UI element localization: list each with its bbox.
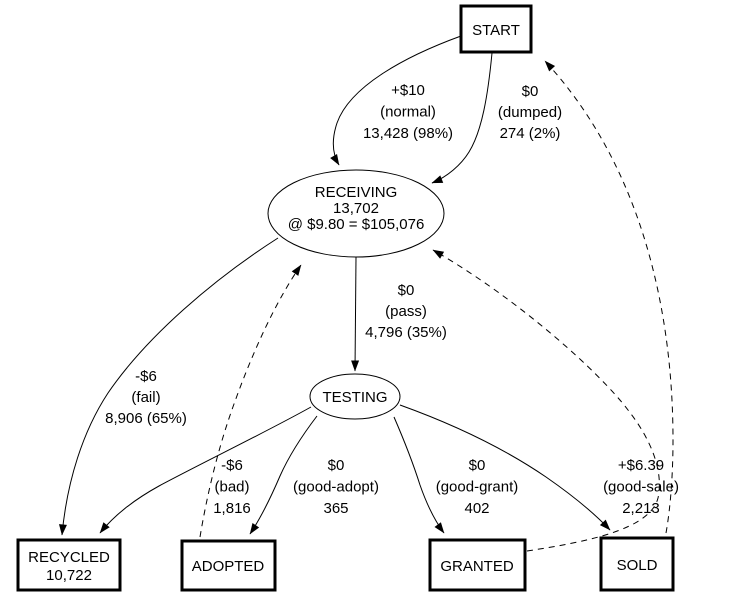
edge-label-bad [213, 457, 251, 517]
edge-label-fail-count: 8,906 (65%) [105, 410, 187, 427]
edge-label-pass [365, 282, 447, 341]
edge-label-bad-amount: -$6 [221, 457, 243, 474]
edge-label-fail-amount: -$6 [135, 368, 157, 385]
sold-label: SOLD [616, 557, 658, 574]
node-recycled [18, 540, 120, 590]
edge-label-fail-tag: (fail) [131, 389, 161, 406]
edge-label-dumped-tag: (dumped) [497, 104, 563, 121]
edge-label-normal-tag: (normal) [380, 103, 436, 121]
node-testing [310, 374, 400, 419]
edge-label-dumped [498, 83, 562, 142]
edge-label-good-grant-count: 402 [464, 500, 490, 517]
receiving-label: RECEIVING [314, 184, 398, 201]
node-granted [430, 540, 525, 590]
edge-label-pass-count: 4,796 (35%) [365, 324, 447, 341]
receiving-value: @ $9.80 = $105,076 [287, 216, 425, 233]
edge-label-fail [105, 368, 187, 427]
edge-label-normal [363, 82, 453, 142]
node-adopted [182, 541, 275, 590]
edge-label-good-grant-amount: $0 [468, 457, 486, 474]
testing-label: TESTING [322, 389, 388, 406]
adopted-label: ADOPTED [191, 558, 265, 575]
edge-label-good-grant-tag: (good-grant) [435, 478, 519, 496]
edge-start-receiving-normal [333, 36, 461, 165]
edge-label-pass-tag: (pass) [385, 303, 427, 320]
node-receiving [268, 170, 444, 257]
receiving-count: 13,702 [333, 200, 379, 217]
edge-testing-sold [400, 405, 610, 530]
edge-start-receiving-dumped [432, 53, 492, 183]
edge-label-pass-amount: $0 [397, 282, 415, 299]
edge-label-good-sale-count: 2,213 [622, 500, 660, 517]
edge-label-good-sale-tag: (good-sale) [603, 478, 679, 496]
edge-label-good-adopt-amount: $0 [327, 457, 345, 474]
node-start [461, 6, 531, 52]
edge-label-dumped-count: 274 (2%) [499, 125, 561, 142]
edge-label-bad-tag: (bad) [214, 478, 250, 496]
node-sold [601, 538, 673, 590]
edge-label-good-adopt-count: 365 [323, 500, 349, 517]
edge-label-normal-amount: +$10 [391, 82, 425, 99]
edge-label-good-adopt [293, 457, 379, 517]
granted-label: GRANTED [440, 558, 514, 575]
recycled-label: RECYCLED [28, 549, 110, 566]
edge-label-dumped-amount: $0 [521, 83, 539, 100]
edge-label-good-adopt-tag: (good-adopt) [293, 478, 379, 496]
start-label: START [472, 22, 520, 39]
edge-label-bad-count: 1,816 [213, 500, 251, 517]
edge-label-good-grant [436, 457, 519, 517]
edge-adopted-receiving-return [200, 265, 301, 537]
edge-receiving-testing-pass [355, 257, 356, 371]
recycled-count: 10,722 [46, 567, 92, 584]
edge-label-normal-count: 13,428 (98%) [362, 125, 454, 142]
edge-label-good-sale [603, 457, 679, 517]
edge-label-good-sale-amount: +$6.39 [617, 457, 665, 474]
edge-testing-granted [394, 417, 444, 533]
